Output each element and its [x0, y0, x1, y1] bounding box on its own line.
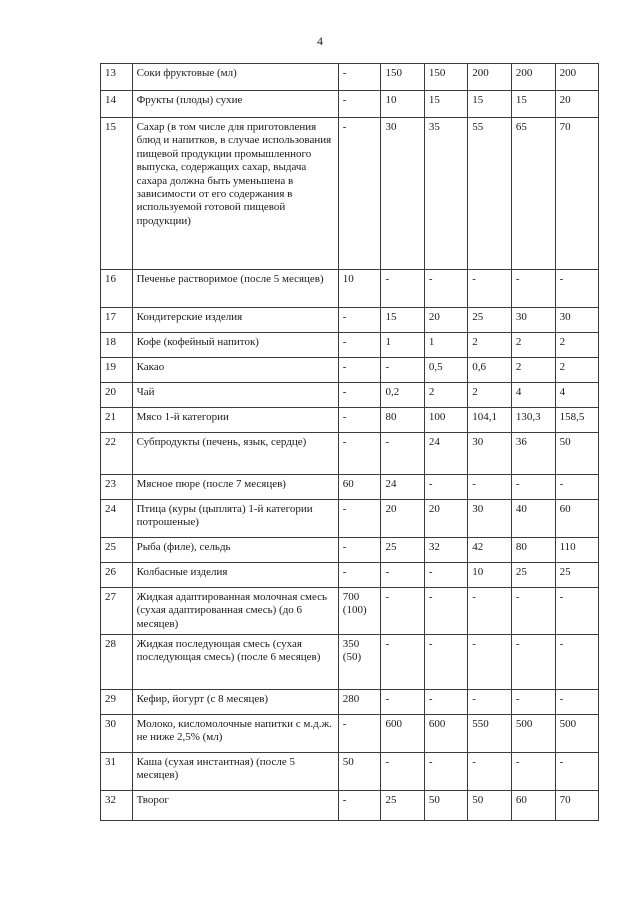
norm-value: -: [511, 475, 555, 500]
norm-value: -: [338, 333, 381, 358]
norm-value: -: [511, 690, 555, 715]
norm-value: -: [468, 588, 512, 635]
norm-value: 104,1: [468, 408, 512, 433]
norm-value: 130,3: [511, 408, 555, 433]
norm-value: 150: [424, 64, 467, 91]
row-number: 17: [101, 308, 133, 333]
norm-value: -: [424, 635, 467, 690]
norm-value: 40: [511, 500, 555, 538]
norm-value: 15: [468, 91, 512, 118]
norm-value: 36: [511, 433, 555, 475]
norm-value: -: [338, 91, 381, 118]
norm-value: 200: [511, 64, 555, 91]
norm-value: -: [338, 433, 381, 475]
norm-value: -: [381, 563, 424, 588]
norm-value: -: [555, 588, 599, 635]
norm-value: 60: [511, 791, 555, 821]
table-row: [101, 118, 640, 270]
norm-value: -: [424, 475, 467, 500]
product-name: Кондитерские изделия: [132, 308, 338, 333]
norm-value: 0,6: [468, 358, 512, 383]
norm-value: -: [555, 270, 599, 308]
norm-value: -: [381, 753, 424, 791]
norm-value: 4: [555, 383, 599, 408]
norm-value: 30: [468, 433, 512, 475]
norm-value: 2: [555, 333, 599, 358]
table-row: [101, 475, 640, 500]
table-row: [101, 538, 640, 563]
product-name: Творог: [132, 791, 338, 821]
product-name: Какао: [132, 358, 338, 383]
norm-value: 1: [424, 333, 467, 358]
norm-value: 500: [555, 715, 599, 753]
norm-value: 80: [511, 538, 555, 563]
product-name: Рыба (филе), сельдь: [132, 538, 338, 563]
product-name: Жидкая последующая смесь (сухая последующая смесь) (после 6 месяцев): [132, 635, 338, 690]
table-row: [101, 753, 640, 791]
row-number: 27: [101, 588, 133, 635]
norm-value: 30: [511, 308, 555, 333]
table-row: [101, 333, 640, 358]
product-name: Сахар (в том числе для приготовления блюд и напитков, в случае использования пищевой продукции промышленного выпуска, содержащих сахар, выдача сахара должна быть уменьшена в зависимости от его содержания в используемой готовой пищевой продукции): [132, 118, 338, 270]
norm-value: -: [424, 270, 467, 308]
norm-value: 60: [555, 500, 599, 538]
norm-value: 2: [468, 333, 512, 358]
norm-value: 15: [424, 91, 467, 118]
norm-value: -: [381, 690, 424, 715]
table-row: [101, 383, 640, 408]
norm-value: -: [555, 475, 599, 500]
norm-value: 25: [381, 538, 424, 563]
norm-value: 550: [468, 715, 512, 753]
row-number: 16: [101, 270, 133, 308]
table-row: [101, 715, 640, 753]
norm-value: 2: [468, 383, 512, 408]
norm-value: -: [468, 635, 512, 690]
row-number: 23: [101, 475, 133, 500]
table-row: [101, 791, 640, 821]
norm-value: -: [381, 635, 424, 690]
food-norms-table: [100, 63, 640, 821]
norm-value: 25: [555, 563, 599, 588]
row-number: 31: [101, 753, 133, 791]
norm-value: -: [338, 358, 381, 383]
product-name: Птица (куры (цыплята) 1-й категории потрошеные): [132, 500, 338, 538]
norm-value: -: [338, 64, 381, 91]
norm-value: -: [555, 690, 599, 715]
product-name: Кофе (кофейный напиток): [132, 333, 338, 358]
norm-value: 32: [424, 538, 467, 563]
row-number: 32: [101, 791, 133, 821]
norm-value: 350 (50): [338, 635, 381, 690]
norm-value: 2: [511, 358, 555, 383]
norm-value: 15: [511, 91, 555, 118]
norm-value: 110: [555, 538, 599, 563]
norm-value: 55: [468, 118, 512, 270]
norm-value: -: [424, 563, 467, 588]
norm-value: -: [381, 588, 424, 635]
norm-value: 700 (100): [338, 588, 381, 635]
norm-value: 200: [468, 64, 512, 91]
row-number: 18: [101, 333, 133, 358]
norm-value: -: [424, 690, 467, 715]
norm-value: 50: [424, 791, 467, 821]
norm-value: 50: [338, 753, 381, 791]
norm-value: 1: [381, 333, 424, 358]
norm-value: -: [555, 753, 599, 791]
norm-value: -: [511, 635, 555, 690]
product-name: Колбасные изделия: [132, 563, 338, 588]
norm-value: 2: [424, 383, 467, 408]
row-number: 19: [101, 358, 133, 383]
norm-value: -: [424, 753, 467, 791]
norm-value: -: [511, 588, 555, 635]
row-number: 14: [101, 91, 133, 118]
table-row: [101, 358, 640, 383]
norm-value: 10: [468, 563, 512, 588]
norm-value: 4: [511, 383, 555, 408]
norm-value: 65: [511, 118, 555, 270]
norm-value: -: [381, 358, 424, 383]
norm-value: -: [381, 433, 424, 475]
table-row: [101, 635, 640, 690]
norm-value: 70: [555, 118, 599, 270]
norm-value: 30: [555, 308, 599, 333]
row-number: 28: [101, 635, 133, 690]
row-number: 30: [101, 715, 133, 753]
norm-value: 70: [555, 791, 599, 821]
norm-value: -: [338, 308, 381, 333]
table-row: [101, 690, 640, 715]
norm-value: 50: [468, 791, 512, 821]
row-number: 21: [101, 408, 133, 433]
norm-value: 30: [381, 118, 424, 270]
norm-value: 20: [381, 500, 424, 538]
norm-value: 24: [424, 433, 467, 475]
norm-value: 0,5: [424, 358, 467, 383]
norm-value: 150: [381, 64, 424, 91]
product-name: Фрукты (плоды) сухие: [132, 91, 338, 118]
product-name: Кефир, йогурт (с 8 месяцев): [132, 690, 338, 715]
norm-value: -: [511, 270, 555, 308]
norm-value: 24: [381, 475, 424, 500]
norm-value: 10: [381, 91, 424, 118]
product-name: Печенье растворимое (после 5 месяцев): [132, 270, 338, 308]
norm-value: -: [468, 690, 512, 715]
product-name: Жидкая адаптированная молочная смесь (сухая адаптированная смесь) (до 6 месяцев): [132, 588, 338, 635]
norm-value: 500: [511, 715, 555, 753]
table-row: [101, 91, 640, 118]
norm-value: 60: [338, 475, 381, 500]
norm-value: 30: [468, 500, 512, 538]
norm-value: -: [338, 563, 381, 588]
norm-value: 25: [511, 563, 555, 588]
norm-value: -: [338, 383, 381, 408]
norm-value: 20: [555, 91, 599, 118]
row-number: 24: [101, 500, 133, 538]
norm-value: -: [424, 588, 467, 635]
norm-value: 600: [424, 715, 467, 753]
norm-value: -: [338, 408, 381, 433]
row-number: 25: [101, 538, 133, 563]
norm-value: 2: [511, 333, 555, 358]
norm-value: 2: [555, 358, 599, 383]
norm-value: -: [338, 715, 381, 753]
norm-value: 15: [381, 308, 424, 333]
table-row: [101, 563, 640, 588]
norm-value: 25: [381, 791, 424, 821]
norm-value: 158,5: [555, 408, 599, 433]
row-number: 26: [101, 563, 133, 588]
row-number: 13: [101, 64, 133, 91]
norm-value: 50: [555, 433, 599, 475]
norm-value: 25: [468, 308, 512, 333]
norm-value: -: [338, 500, 381, 538]
norm-value: -: [511, 753, 555, 791]
norm-value: -: [468, 475, 512, 500]
norm-value: -: [338, 791, 381, 821]
norm-value: 10: [338, 270, 381, 308]
row-number: 29: [101, 690, 133, 715]
table-row: [101, 500, 640, 538]
norm-value: -: [468, 753, 512, 791]
product-name: Мясо 1-й категории: [132, 408, 338, 433]
product-name: Чай: [132, 383, 338, 408]
table-row: [101, 433, 640, 475]
norm-value: -: [555, 635, 599, 690]
norm-value: 100: [424, 408, 467, 433]
norm-value: -: [381, 270, 424, 308]
norm-value: 80: [381, 408, 424, 433]
table-row: [101, 270, 640, 308]
norm-value: -: [338, 538, 381, 563]
table-row: [101, 588, 640, 635]
row-number: 20: [101, 383, 133, 408]
norm-value: 600: [381, 715, 424, 753]
row-number: 22: [101, 433, 133, 475]
table-row: [101, 408, 640, 433]
norm-value: 20: [424, 308, 467, 333]
row-number: 15: [101, 118, 133, 270]
page-number: 4: [317, 34, 323, 48]
norm-value: -: [338, 118, 381, 270]
product-name: Мясное пюре (после 7 месяцев): [132, 475, 338, 500]
norm-value: -: [468, 270, 512, 308]
table-row: [101, 308, 640, 333]
table-row: [101, 64, 640, 91]
norm-value: 20: [424, 500, 467, 538]
product-name: Каша (сухая инстантная) (после 5 месяцев): [132, 753, 338, 791]
norm-value: 35: [424, 118, 467, 270]
norm-value: 200: [555, 64, 599, 91]
product-name: Молоко, кисломолочные напитки с м.д.ж. не ниже 2,5% (мл): [132, 715, 338, 753]
product-name: Субпродукты (печень, язык, сердце): [132, 433, 338, 475]
norm-value: 0,2: [381, 383, 424, 408]
norm-value: 280: [338, 690, 381, 715]
product-name: Соки фруктовые (мл): [132, 64, 338, 91]
norm-value: 42: [468, 538, 512, 563]
